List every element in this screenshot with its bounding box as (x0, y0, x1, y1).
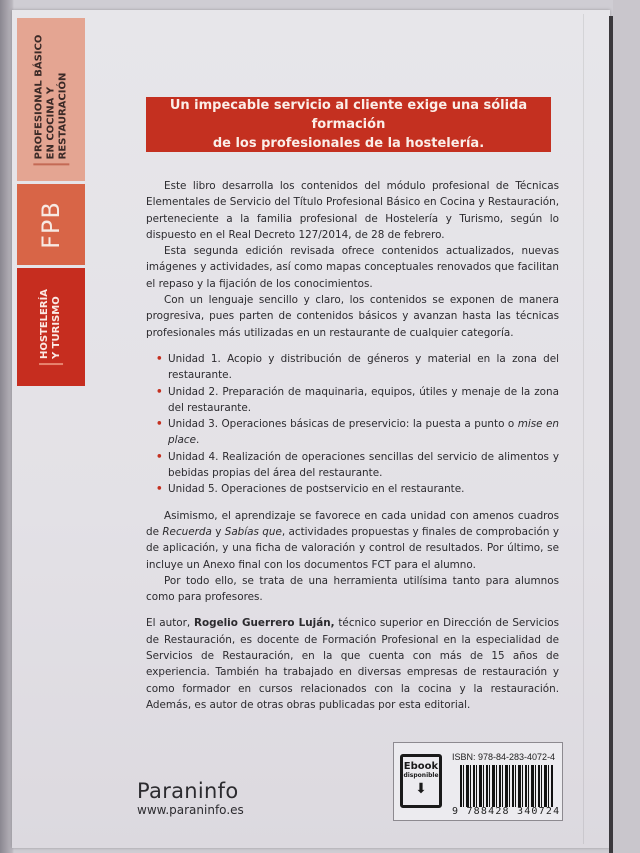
edition-paragraph: Esta segunda edición revisada ofrece contenidos actualizados, nuevas imágenes y actividades, así como mapas conceptuales renovados que facilitan el repaso y la fijación de los conocimientos. (146, 245, 559, 290)
barcode-number: 9 788428 340724 (452, 806, 561, 817)
bullet-icon: • (156, 385, 163, 398)
spine-label-family (17, 268, 85, 386)
conclusion-paragraph: Por todo ello, se trata de una herramienta utilísima tanto para alumnos como para profesores. (146, 574, 559, 604)
description-body (146, 178, 559, 713)
barcode-icon (460, 765, 554, 807)
intro-paragraph: Este libro desarrolla los contenidos del módulo profesional de Técnicas Elementales de Servicio del Título Profesional Básico en Cocina y Restauración, perteneciente a la familia profesional de Hostelería y Turismo, según lo dispuesto en el Real Decreto 127/2014, de 28 de febrero. (146, 180, 559, 241)
tagline-line2: de los profesionales de la hostelería. (212, 136, 485, 151)
isbn-label: ISBN: 978-84-283-4072-4 (452, 752, 556, 762)
tagline-banner (146, 97, 551, 152)
bullet-icon: • (156, 352, 163, 365)
fpb-logo: FPB (37, 200, 65, 249)
spine-label-program (17, 18, 85, 181)
list-item: • Unidad 1. Acopio y distribución de géneros y material en la zona del restaurante. (156, 352, 559, 382)
spine-program-line1: PROFESIONAL BÁSICO (33, 34, 45, 159)
approach-paragraph: Con un lenguaje sencillo y claro, los contenidos se exponen de manera progresiva, pues parten de contenidos básicos y avanzan hasta las técnicas profesionales más utilizadas en un restaurante de cualquier categoría. (146, 294, 559, 339)
tagline-line1: Un impecable servicio al cliente exige una sólida formación (169, 98, 528, 132)
bullet-icon: • (156, 450, 163, 463)
spine-label-fpb (17, 184, 85, 265)
author-name: Rogelio Guerrero Luján, (194, 617, 335, 630)
list-item: • Unidad 5. Operaciones de postservicio en el restaurante. (156, 481, 559, 497)
spine-program-line2: EN COCINA Y (45, 86, 57, 159)
spine-program-line3: RESTAURACIÓN (57, 72, 69, 159)
list-item: • Unidad 2. Preparación de maquinaria, equipos, útiles y menaje de la zona del restaurante. (156, 385, 559, 414)
publisher-logo (137, 780, 244, 817)
author-paragraph: El autor, Rogelio Guerrero Luján, técnico superior en Dirección de Servicios de Restauración, es docente de Formación Profesional en la especialidad de Servicios de Restauración, en la que cuenta con más de 15 años de experiencia. También ha trabajado en diversas empresas de restauración y como formador en cursos relacionados con la cocina y la restauración. Además, es autor de otras obras publicadas por esta editorial. (146, 617, 559, 711)
background-surface (613, 0, 640, 853)
spine-family-line1: HOSTELERÍA (39, 288, 50, 360)
features-paragraph: Asimismo, el aprendizaje se favorece en cada unidad con amenos cuadros de Recuerda y Sabías que, actividades propuestas y finales de comprobación y de aplicación, y una ficha de valoración y control de resultados. Por último, se incluye un Anexo final con los documentos FCT para el alumno. (146, 509, 559, 571)
bullet-icon: • (156, 418, 163, 431)
publisher-name: Paraninfo (137, 779, 239, 803)
bullet-icon: • (156, 483, 163, 496)
spine-family-line2: Y TURISMO (51, 296, 62, 360)
ebook-available-icon: Ebook disponible ⬇ (400, 754, 442, 808)
book-edge (609, 16, 613, 853)
cover-fold-line (583, 14, 584, 844)
list-item: • Unidad 3. Operaciones básicas de preservicio: la puesta a punto o mise en place. (156, 418, 559, 447)
list-item: • Unidad 4. Realización de operaciones sencillas del servicio de alimentos y bebidas propias del área del restaurante. (156, 450, 559, 480)
download-arrow-icon: ⬇ (415, 781, 427, 797)
units-list (146, 351, 559, 498)
isbn-barcode-box (393, 742, 563, 821)
publisher-url: www.paraninfo.es (137, 803, 244, 817)
